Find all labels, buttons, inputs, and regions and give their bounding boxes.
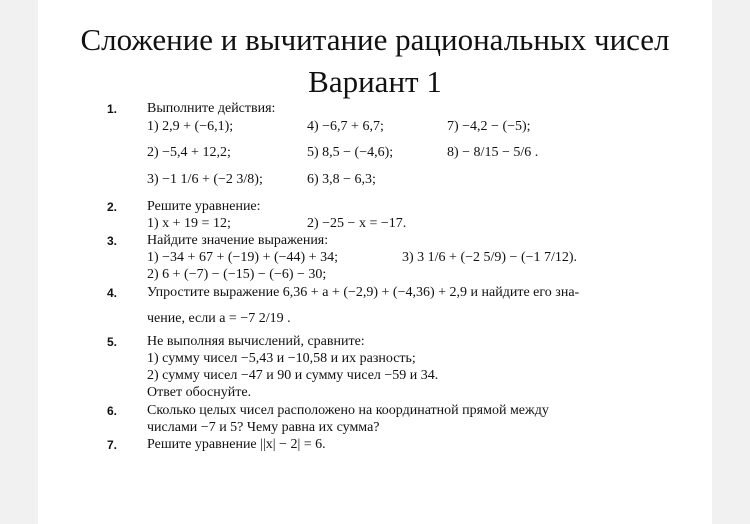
- task-item: 3) −1 1/6 + (−2 3/8);: [147, 172, 263, 187]
- worksheet-page: [38, 0, 712, 524]
- task-item: 7) −4,2 − (−5);: [447, 119, 531, 134]
- task-number: 3.: [107, 234, 118, 248]
- task-line: чение, если a = −7 2/19 .: [147, 311, 291, 326]
- task-number: 7.: [107, 438, 118, 452]
- task-number: 4.: [107, 286, 118, 300]
- task-number: 5.: [107, 335, 118, 349]
- task-item: 1) 2,9 + (−6,1);: [147, 119, 234, 134]
- task-line: Ответ обоснуйте.: [147, 385, 252, 400]
- task-item: 4) −6,7 + 6,7;: [307, 119, 384, 134]
- task-number: 2.: [107, 200, 118, 214]
- task-number: 6.: [107, 404, 118, 418]
- task-item: 8) − 8/15 − 5/6 .: [447, 145, 539, 160]
- task-line: Не выполняя вычислений, сравните:: [147, 334, 365, 349]
- task-item: 2) −25 − x = −17.: [307, 216, 407, 231]
- page-title: Сложение и вычитание рациональных чисел: [80, 22, 670, 57]
- task-heading: Решите уравнение:: [147, 199, 261, 214]
- task-line: 2) сумму чисел −47 и 90 и сумму чисел −59 и 34.: [147, 368, 439, 383]
- task-item: 6) 3,8 − 6,3;: [307, 172, 376, 187]
- task-item: 2) 6 + (−7) − (−15) − (−6) − 30;: [147, 267, 327, 282]
- task-line: числами −7 и 5? Чему равна их сумма?: [147, 420, 380, 435]
- task-line: 1) сумму чисел −5,43 и −10,58 и их разность;: [147, 351, 416, 366]
- task-item: 1) x + 19 = 12;: [147, 216, 231, 231]
- task-item: 5) 8,5 − (−4,6);: [307, 145, 394, 160]
- task-line: Сколько целых чисел расположено на координатной прямой между: [147, 403, 549, 418]
- task-item: 1) −34 + 67 + (−19) + (−44) + 34;: [147, 250, 338, 265]
- task-number: 1.: [107, 102, 118, 116]
- task-item: 2) −5,4 + 12,2;: [147, 145, 231, 160]
- task-line: Решите уравнение ||x| − 2| = 6.: [147, 437, 326, 452]
- task-line: Упростите выражение 6,36 + a + (−2,9) + (−4,36) + 2,9 и найдите его зна-: [147, 285, 580, 300]
- task-heading: Найдите значение выражения:: [147, 233, 329, 248]
- variant-title: Вариант 1: [308, 64, 442, 99]
- task-item: 3) 3 1/6 + (−2 5/9) − (−1 7/12).: [402, 250, 578, 265]
- task-heading: Выполните действия:: [147, 101, 276, 116]
